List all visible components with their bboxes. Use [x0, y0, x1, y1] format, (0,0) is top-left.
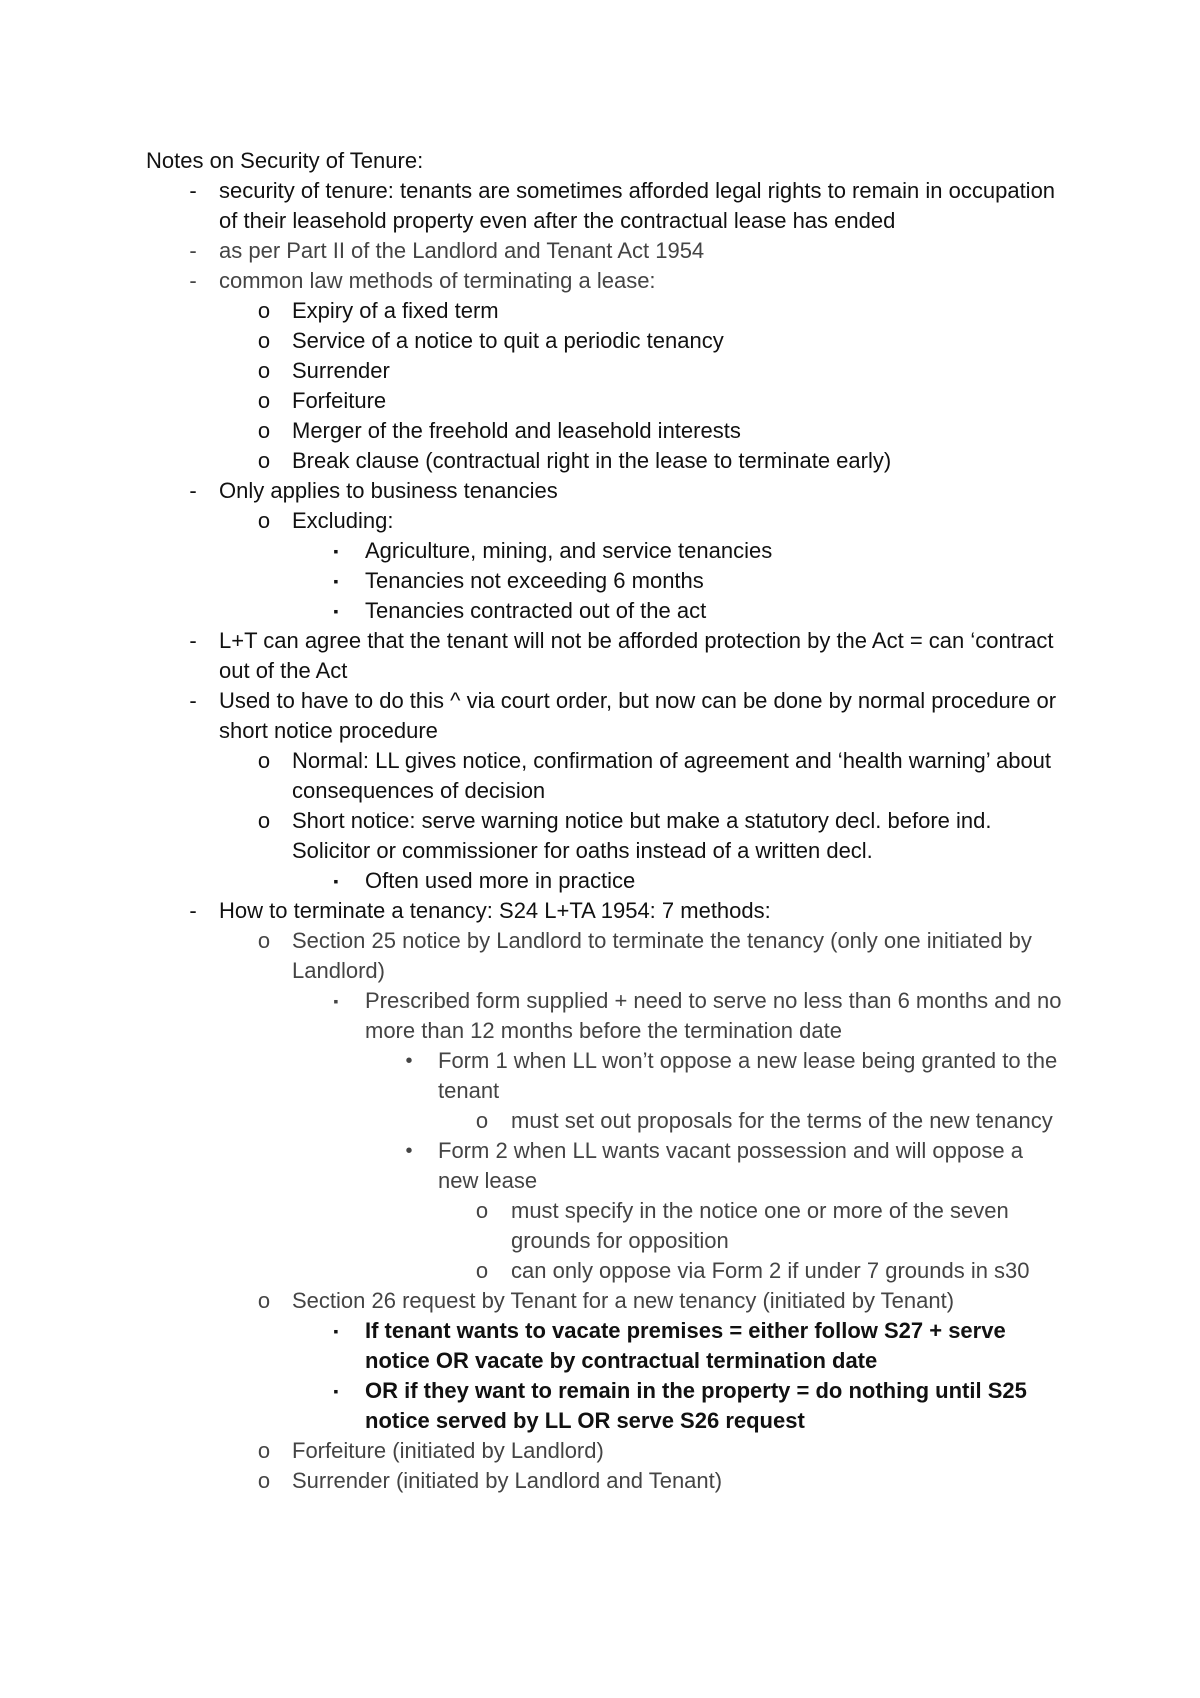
list-item-text: Section 26 request by Tenant for a new tenancy (initiated by Tenant): [292, 1288, 955, 1313]
list-item: [146, 506, 1066, 536]
list-item-text: Expiry of a fixed term: [292, 298, 499, 323]
list-item-text: must set out proposals for the terms of the new tenancy: [511, 1108, 1053, 1133]
list-item: [146, 1376, 1066, 1436]
list-item-text: How to terminate a tenancy: S24 L+TA 1954: 7 methods:: [219, 898, 771, 923]
list-item: [146, 1256, 1066, 1286]
list-item: [146, 446, 1066, 476]
list-item-text: L+T can agree that the tenant will not be afforded protection by the Act = can ‘contract out of the Act: [219, 628, 1054, 683]
list-item: [146, 176, 1066, 236]
list-item-text: Surrender (initiated by Landlord and Tenant): [292, 1468, 723, 1493]
list-item: [146, 266, 1066, 296]
bullet-marker: ▪: [333, 543, 339, 559]
list-item-text: Agriculture, mining, and service tenancies: [365, 538, 773, 563]
bullet-marker: ▪: [333, 1323, 339, 1339]
list-item: [146, 536, 1066, 566]
bullet-marker: ▪: [333, 873, 339, 889]
bullet-marker: o: [257, 418, 271, 443]
list-item-text: Tenancies contracted out of the act: [365, 598, 707, 623]
list-item-text: must specify in the notice one or more of the seven grounds for opposition: [511, 1198, 1009, 1253]
bullet-marker: o: [257, 928, 271, 953]
bullet-marker: ▪: [333, 1383, 339, 1399]
bullet-marker: o: [257, 358, 271, 383]
bullet-marker: o: [257, 448, 271, 473]
list-item: [146, 806, 1066, 866]
list-item-text: Excluding:: [292, 508, 394, 533]
list-item: [146, 746, 1066, 806]
list-item-text: Forfeiture: [292, 388, 387, 413]
list-item-text: OR if they want to remain in the property = do nothing until S25 notice served by LL OR serve S26 request: [365, 1378, 1027, 1433]
list-item-text: Form 1 when LL won’t oppose a new lease being granted to the tenant: [438, 1048, 1058, 1103]
list-item-text: Often used more in practice: [365, 868, 636, 893]
list-item: [146, 926, 1066, 986]
list-item: [146, 326, 1066, 356]
list-item-text: as per Part II of the Landlord and Tenant Act 1954: [219, 238, 705, 263]
list-item-text: Merger of the freehold and leasehold interests: [292, 418, 741, 443]
list-item: [146, 686, 1066, 746]
list-item: [146, 1106, 1066, 1136]
list-item-text: Normal: LL gives notice, confirmation of agreement and ‘health warning’ about consequences of decision: [292, 748, 1052, 803]
bullet-marker: ▪: [333, 993, 339, 1009]
list-item-text: Form 2 when LL wants vacant possession and will oppose a new lease: [438, 1138, 1023, 1193]
list-item: [146, 416, 1066, 446]
list-item: [146, 1316, 1066, 1376]
list-item: [146, 1196, 1066, 1256]
bullet-marker: •: [405, 1050, 413, 1072]
bullet-marker: o: [257, 1438, 271, 1463]
bullet-marker: o: [257, 388, 271, 413]
list-item: [146, 476, 1066, 506]
bullet-marker: -: [189, 268, 197, 293]
list-item: [146, 296, 1066, 326]
list-item-text: Short notice: serve warning notice but make a statutory decl. before ind. Solicitor or commissioner for oaths instead of a written decl.: [292, 808, 992, 863]
bullet-marker: -: [189, 898, 197, 923]
notes-page: [146, 146, 1066, 1496]
list-item: [146, 236, 1066, 266]
list-item-text: Surrender: [292, 358, 390, 383]
bullet-marker: o: [257, 808, 271, 833]
list-item-text: Break clause (contractual right in the lease to terminate early): [292, 448, 892, 473]
list-item-text: If tenant wants to vacate premises = either follow S27 + serve notice OR vacate by contractual termination date: [365, 1318, 1006, 1373]
list-item: [146, 626, 1066, 686]
bullet-marker: -: [189, 478, 197, 503]
bullet-marker: o: [257, 748, 271, 773]
bullet-marker: •: [405, 1140, 413, 1162]
list-item-text: Section 25 notice by Landlord to terminate the tenancy (only one initiated by Landlord): [292, 928, 1032, 983]
bullet-marker: o: [257, 508, 271, 533]
list-item-text: Tenancies not exceeding 6 months: [365, 568, 704, 593]
list-item: [146, 356, 1066, 386]
list-item: [146, 1136, 1066, 1196]
list-item: [146, 896, 1066, 926]
bullet-marker: -: [189, 628, 197, 653]
list-item: [146, 1286, 1066, 1316]
list-item-text: security of tenure: tenants are sometimes afforded legal rights to remain in occupation of their leasehold property even after the contractual lease has ended: [219, 178, 1056, 233]
bullet-marker: o: [475, 1198, 489, 1223]
bullet-marker: -: [189, 178, 197, 203]
bullet-marker: o: [475, 1258, 489, 1283]
list-item: [146, 1436, 1066, 1466]
list-item-text: Only applies to business tenancies: [219, 478, 558, 503]
list-item: [146, 566, 1066, 596]
bullet-marker: o: [257, 1288, 271, 1313]
list-item: [146, 866, 1066, 896]
list-item-text: Service of a notice to quit a periodic tenancy: [292, 328, 724, 353]
list-item-text: can only oppose via Form 2 if under 7 grounds in s30: [511, 1258, 1030, 1283]
bullet-marker: o: [257, 1468, 271, 1493]
list-item: [146, 986, 1066, 1046]
bullet-marker: o: [475, 1108, 489, 1133]
bullet-marker: ▪: [333, 603, 339, 619]
list-item: [146, 386, 1066, 416]
bullet-marker: -: [189, 238, 197, 263]
bullet-marker: o: [257, 298, 271, 323]
bullet-marker: o: [257, 328, 271, 353]
page-title: Notes on Security of Tenure:: [146, 148, 424, 173]
bullet-marker: -: [189, 688, 197, 713]
list-item-text: common law methods of terminating a lease:: [219, 268, 656, 293]
list-item-text: Used to have to do this ^ via court order, but now can be done by normal procedure or short notice procedure: [219, 688, 1057, 743]
list-item-text: Forfeiture (initiated by Landlord): [292, 1438, 604, 1463]
list-item-text: Prescribed form supplied + need to serve no less than 6 months and no more than 12 months before the termination date: [365, 988, 1062, 1043]
list-item: [146, 1046, 1066, 1106]
notes-list: [146, 176, 1066, 1496]
list-item: [146, 596, 1066, 626]
list-item: [146, 1466, 1066, 1496]
bullet-marker: ▪: [333, 573, 339, 589]
